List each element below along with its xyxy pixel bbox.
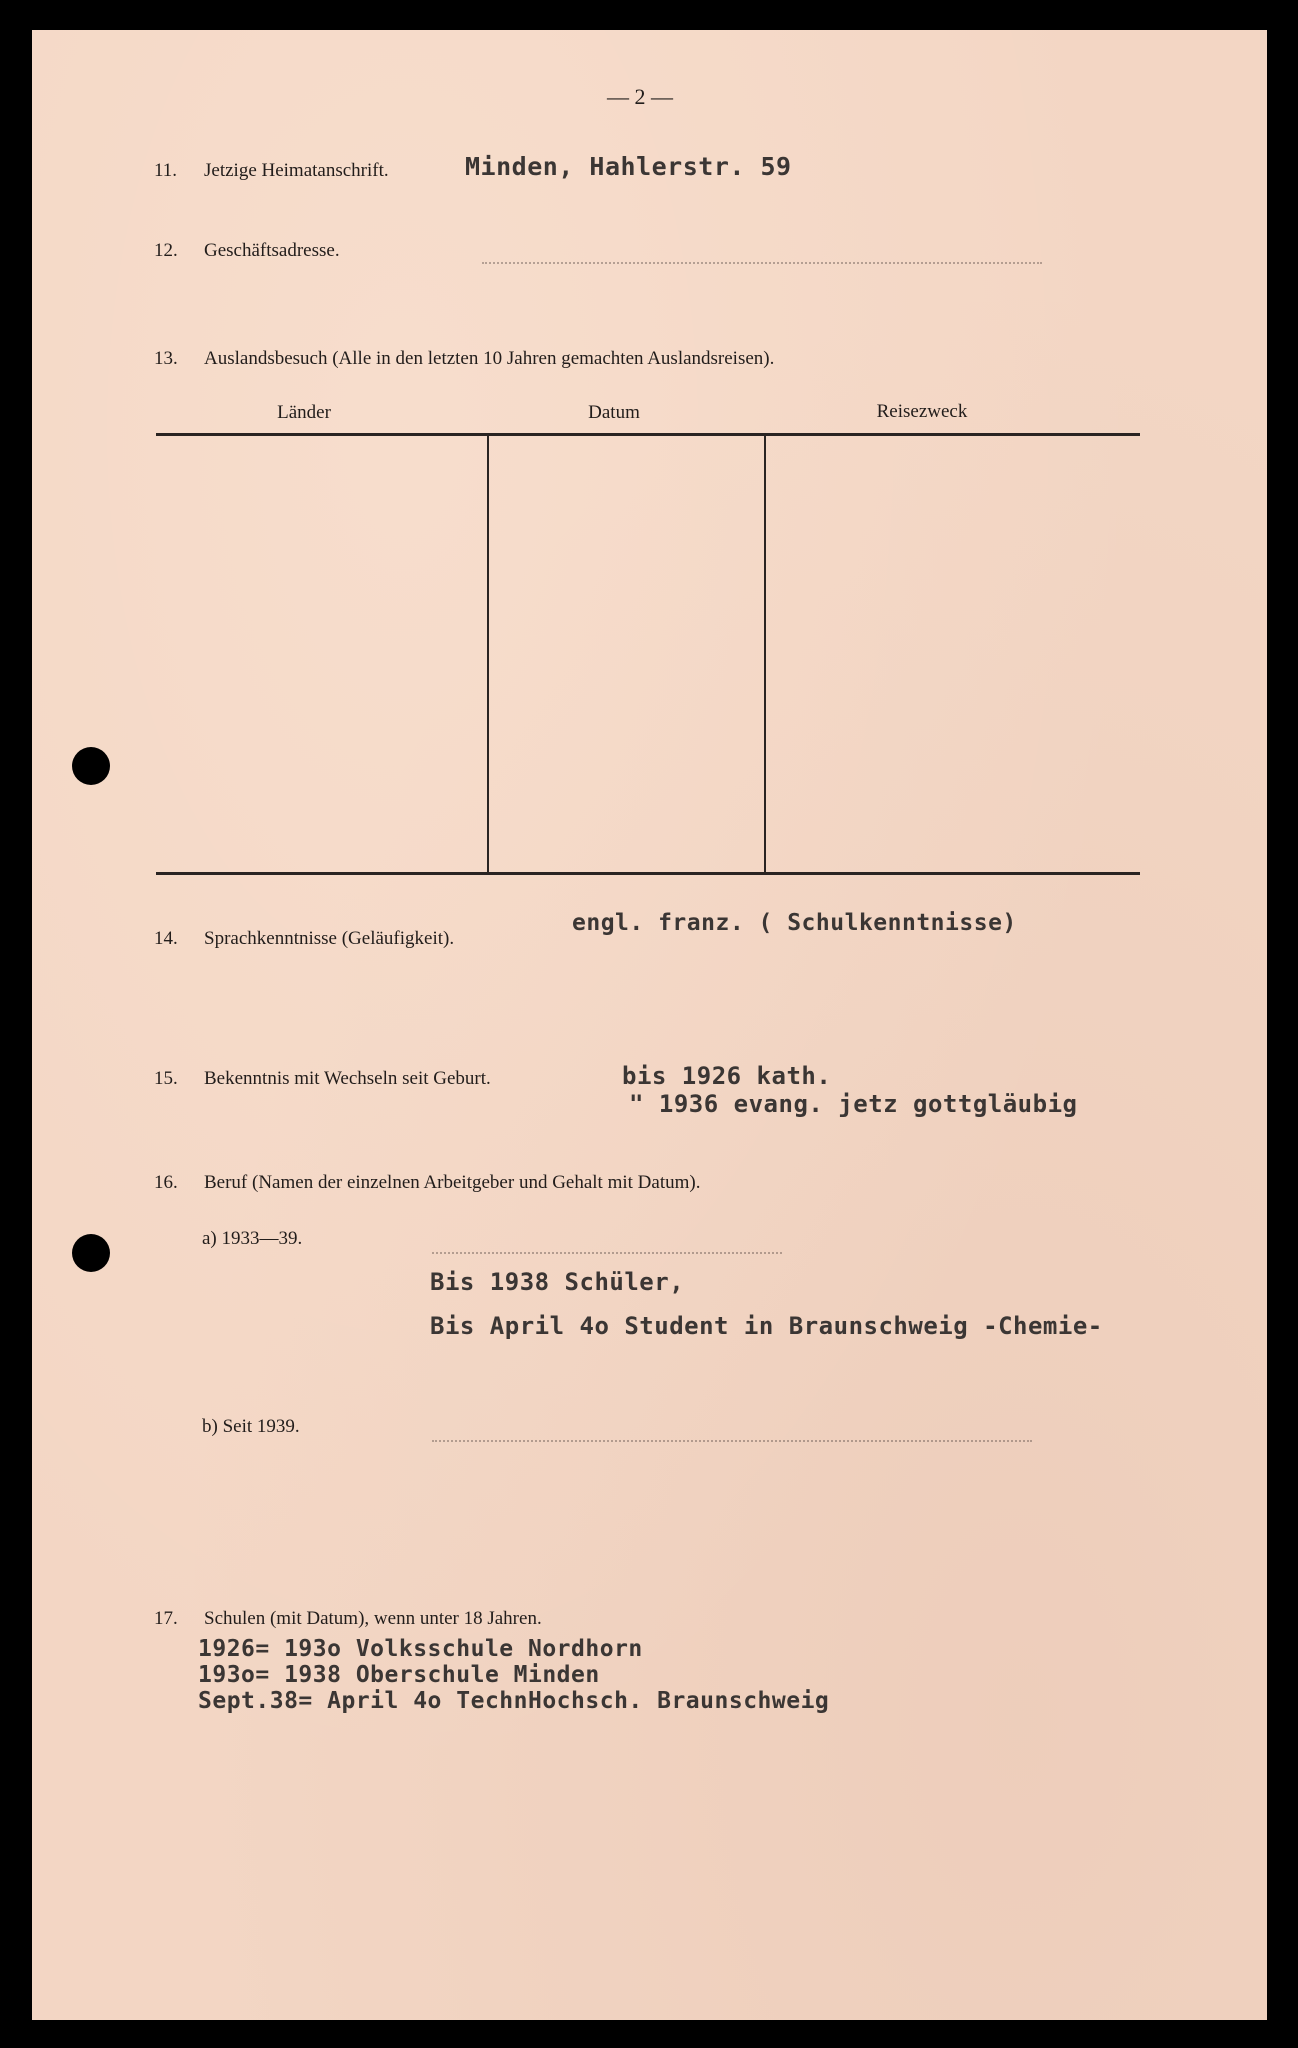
item-13-text: Auslandsbesuch (Alle in den letzten 10 Jahren gemachten Auslandsreisen). [204,348,775,369]
item-17-line-3: Sept.38= April 4o TechnHochsch. Braunschweig [198,1688,830,1714]
item-16-number: 16. [154,1172,178,1193]
item-15-answer-line-1: bis 1926 kath. [622,1062,832,1090]
item-17-number: 17. [154,1608,178,1629]
column-header-laender: Länder [277,402,331,423]
item-16-a-label: a) 1933—39. [202,1228,303,1249]
item-11-answer: Minden, Hahlerstr. 59 [465,152,792,181]
item-16-text: Beruf (Namen der einzelnen Arbeitgeber und Gehalt mit Datum). [204,1172,701,1193]
table-column-divider-1 [487,436,489,872]
page-number: — 2 — [607,84,673,109]
item-11-number: 11. [154,160,178,181]
item-12-label [154,240,340,262]
document-page [32,30,1267,2020]
column-header-reisezweck: Reisezweck [876,401,968,422]
table-column-divider-2 [764,436,766,872]
item-11-text: Jetzige Heimatanschrift. [204,160,389,181]
item-15-text: Bekenntnis mit Wechseln seit Geburt. [204,1068,491,1089]
item-12-blank-line [482,262,1042,264]
item-12-number: 12. [154,240,178,261]
item-15-answer-line-2: " 1936 evang. jetz gottgläubig [629,1090,1078,1118]
item-17-text: Schulen (mit Datum), wenn unter 18 Jahren. [204,1608,542,1629]
item-16-label [154,1172,700,1194]
item-17-line-1: 1926= 193o Volksschule Nordhorn [198,1636,643,1662]
item-14-answer: engl. franz. ( Schulkenntnisse) [572,910,1017,936]
item-16-b-label: b) Seit 1939. [202,1416,300,1437]
item-14-text: Sprachkenntnisse (Geläufigkeit). [204,928,455,949]
item-16-a-blank-line [432,1252,782,1254]
item-16-a-line-1: Bis 1938 Schüler, [430,1268,685,1296]
item-15-label [154,1068,491,1090]
item-17-label [154,1608,542,1630]
table-bottom-rule [156,872,1140,875]
item-13-number: 13. [154,348,178,369]
item-14-label [154,928,454,950]
item-14-number: 14. [154,928,178,949]
column-header-datum: Datum [588,402,640,423]
table-top-rule [156,433,1140,436]
item-12-text: Geschäftsadresse. [204,240,340,261]
punch-hole-upper [72,747,110,785]
item-16-a-line-2: Bis April 4o Student in Braunschweig -Chemie- [430,1312,1103,1340]
item-11-label [154,160,389,182]
item-15-number: 15. [154,1068,178,1089]
punch-hole-lower [72,1234,110,1272]
item-17-line-2: 193o= 1938 Oberschule Minden [198,1662,600,1688]
item-16-b-blank-line [432,1440,1032,1442]
item-13-label [154,348,774,370]
